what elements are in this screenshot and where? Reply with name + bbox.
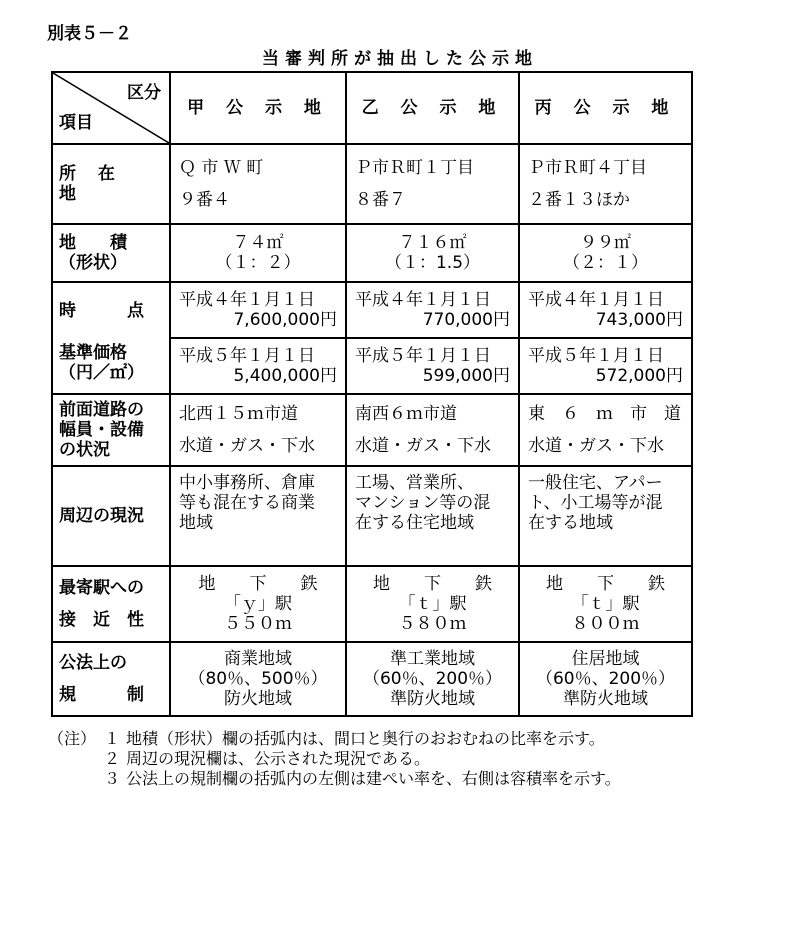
road-otsu: 南西６ｍ市道 水道・ガス・下水 — [346, 394, 519, 466]
row-label-area: 地 積 （形状） — [52, 224, 170, 282]
surroundings-otsu: 工場、営業所、 マンション等の混 在する住宅地域 — [346, 466, 519, 566]
note-tag: （注） — [48, 729, 97, 748]
station-kou: 地 下 鉄 「ｙ」駅 ５５０ｍ — [170, 566, 346, 642]
surroundings-hei: 一般住宅、アパー ト、小工場等が混 在する地域 — [519, 466, 692, 566]
column-header-hei: 丙 公 示 地 — [519, 72, 692, 144]
surroundings-kou: 中小事務所、倉庫 等も混在する商業 地域 — [170, 466, 346, 566]
document-label: 別表５－２ — [47, 24, 132, 44]
location-hei: Ｐ市Ｒ町４丁目 ２番１３ほか — [519, 144, 692, 224]
price-h5-kou: 平成５年１月１日 5,400,000円 — [170, 338, 346, 394]
row-price-h4 — [52, 282, 692, 338]
area-otsu: ７１６㎡ （１：1.5） — [346, 224, 519, 282]
header-kubun: 区分 — [127, 83, 161, 103]
row-label-station: 最寄駅への 接 近 性 — [52, 566, 170, 642]
note-item: ３ 公法上の規制欄の括弧内の左側は建ぺい率を、右側は容積率を示す。 — [104, 769, 621, 788]
page-title: 当審判所が抽出した公示地 — [262, 49, 538, 69]
row-label-surroundings: 周辺の現況 — [52, 466, 170, 566]
row-surroundings — [52, 466, 692, 566]
station-otsu: 地 下 鉄 「ｔ」駅 ５８０ｍ — [346, 566, 519, 642]
row-station — [52, 566, 692, 642]
column-header-kou: 甲 公 示 地 — [170, 72, 346, 144]
row-label-regulation: 公法上の 規 制 — [52, 642, 170, 716]
station-hei: 地 下 鉄 「ｔ」駅 ８００ｍ — [519, 566, 692, 642]
public-land-table — [51, 71, 693, 717]
note-item: ２ 周辺の現況欄は、公示された現況である。 — [104, 749, 431, 768]
regulation-hei: 住居地域 （60％、200％） 準防火地域 — [519, 642, 692, 716]
road-hei: 東 ６ ｍ 市 道 水道・ガス・下水 — [519, 394, 692, 466]
row-road — [52, 394, 692, 466]
row-location — [52, 144, 692, 224]
road-kou: 北西１５ｍ市道 水道・ガス・下水 — [170, 394, 346, 466]
header-corner — [52, 72, 170, 144]
price-h4-hei: 平成４年１月１日 743,000円 — [519, 282, 692, 338]
row-regulation — [52, 642, 692, 716]
notes — [48, 729, 726, 789]
location-kou: Ｑ 市 Ｗ 町 ９番４ — [170, 144, 346, 224]
regulation-otsu: 準工業地域 （60％、200％） 準防火地域 — [346, 642, 519, 716]
price-h4-kou: 平成４年１月１日 7,600,000円 — [170, 282, 346, 338]
header-koumoku: 項目 — [59, 113, 93, 133]
price-h5-otsu: 平成５年１月１日 599,000円 — [346, 338, 519, 394]
area-hei: ９９㎡ （２：１） — [519, 224, 692, 282]
row-label-location: 所 在 地 — [52, 144, 170, 224]
price-h5-hei: 平成５年１月１日 572,000円 — [519, 338, 692, 394]
note-item: （注） １ 地積（形状）欄の括弧内は、間口と奥行のおおむねの比率を示す。 — [48, 729, 605, 748]
regulation-kou: 商業地域 （80％、500％） 防火地域 — [170, 642, 346, 716]
price-h4-otsu: 平成４年１月１日 770,000円 — [346, 282, 519, 338]
column-header-otsu: 乙 公 示 地 — [346, 72, 519, 144]
location-otsu: Ｐ市Ｒ町１丁目 ８番７ — [346, 144, 519, 224]
row-label-price: 時 点 基準価格 （円／㎡） — [52, 282, 170, 394]
row-label-road: 前面道路の 幅員・設備 の状況 — [52, 394, 170, 466]
area-kou: ７４㎡ （１：２） — [170, 224, 346, 282]
row-area — [52, 224, 692, 282]
